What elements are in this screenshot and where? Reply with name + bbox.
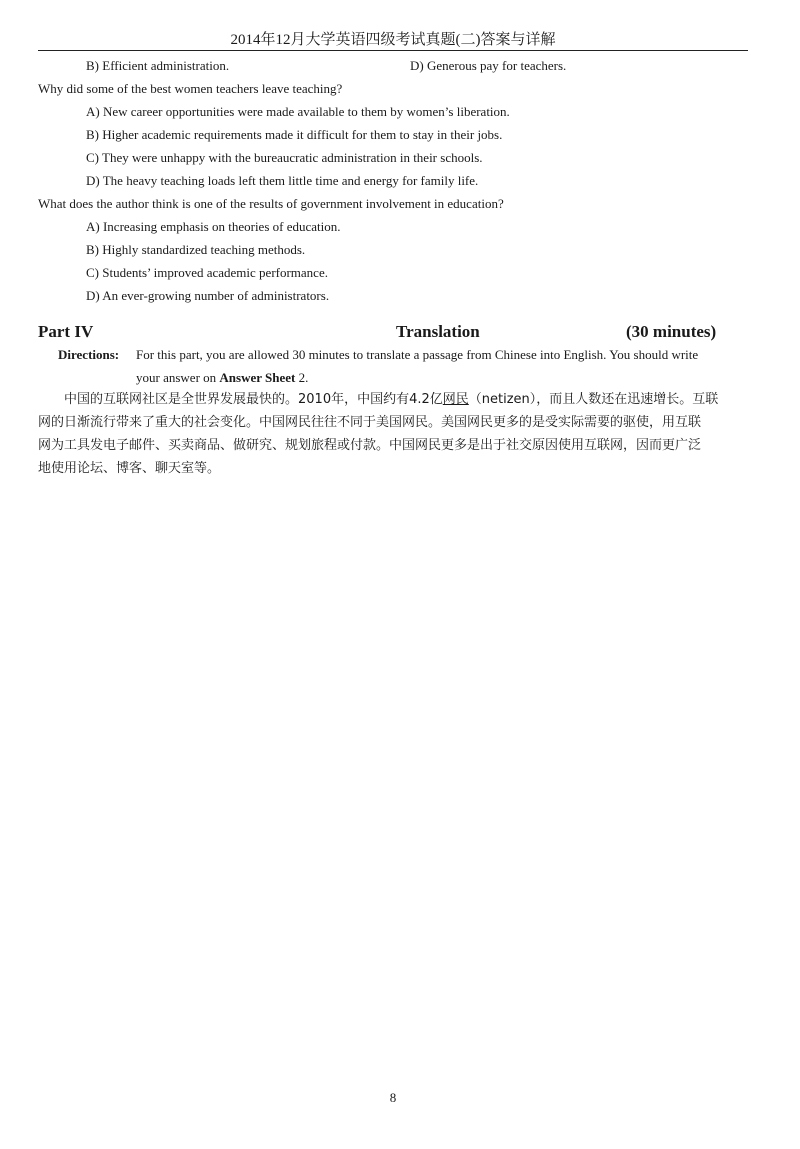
- part-title: Translation: [396, 322, 480, 341]
- question-women-teachers: Why did some of the best women teachers leave teaching?: [38, 81, 343, 96]
- passage-line-2: 网的日渐流行带来了重大的社会变化。中国网民往往不同于美国网民。美国网民更多的是受实际需要的驱使，用互联: [38, 415, 702, 430]
- passage-line-3: 网为工具发电子邮件、买卖商品、做研究、规划旅程或付款。中国网民更多是出于社交原因使用互联网，因而更广泛: [38, 438, 702, 453]
- q2-option-c: C) Students’ improved academic performance.: [86, 265, 328, 280]
- part-time: (30 minutes): [626, 322, 717, 341]
- underlined-term-netizen: 网民: [442, 392, 469, 407]
- q1-option-d: D) The heavy teaching loads left them little time and energy for family life.: [86, 173, 479, 188]
- directions-line-2-suffix: 2.: [295, 370, 309, 385]
- q2-option-a: A) Increasing emphasis on theories of education.: [86, 219, 341, 234]
- passage-line-1: [38, 390, 750, 410]
- q1-option-b: B) Higher academic requirements made it difficult for them to stay in their jobs.: [86, 127, 503, 142]
- passage-line-1-a: 中国的互联网社区是全世界发展最快的。2010年，中国约有4.2亿: [64, 392, 443, 407]
- part-label: Part IV: [38, 322, 94, 341]
- header-divider: [38, 50, 748, 51]
- directions-line-2: [136, 369, 308, 387]
- directions-line-1: For this part, you are allowed 30 minutes to translate a passage from Chinese into English. You should write: [136, 347, 699, 362]
- q1-option-c: C) They were unhappy with the bureaucratic administration in their schools.: [86, 150, 483, 165]
- directions-line-2-prefix: your answer on: [136, 370, 220, 385]
- q2-option-d: D) An ever-growing number of administrators.: [86, 288, 330, 303]
- page-number: 8: [389, 1090, 397, 1105]
- option-b-efficient-administration: B) Efficient administration.: [86, 58, 230, 73]
- answer-sheet-emphasis: Answer Sheet: [219, 370, 296, 385]
- q2-option-b: B) Highly standardized teaching methods.: [86, 242, 306, 257]
- q1-option-a: A) New career opportunities were made available to them by women’s liberation.: [86, 104, 510, 119]
- page-header-title: 2014年12月大学英语四级考试真题(二)答案与详解: [230, 32, 556, 48]
- question-government-involvement: What does the author think is one of the results of government involvement in education?: [38, 196, 504, 211]
- option-d-generous-pay: D) Generous pay for teachers.: [410, 58, 567, 73]
- passage-line-4: 地使用论坛、博客、聊天室等。: [38, 461, 221, 476]
- passage-line-1-b: （netizen），而且人数还在迅速增长。互联: [468, 392, 719, 407]
- directions-label: Directions:: [58, 347, 120, 362]
